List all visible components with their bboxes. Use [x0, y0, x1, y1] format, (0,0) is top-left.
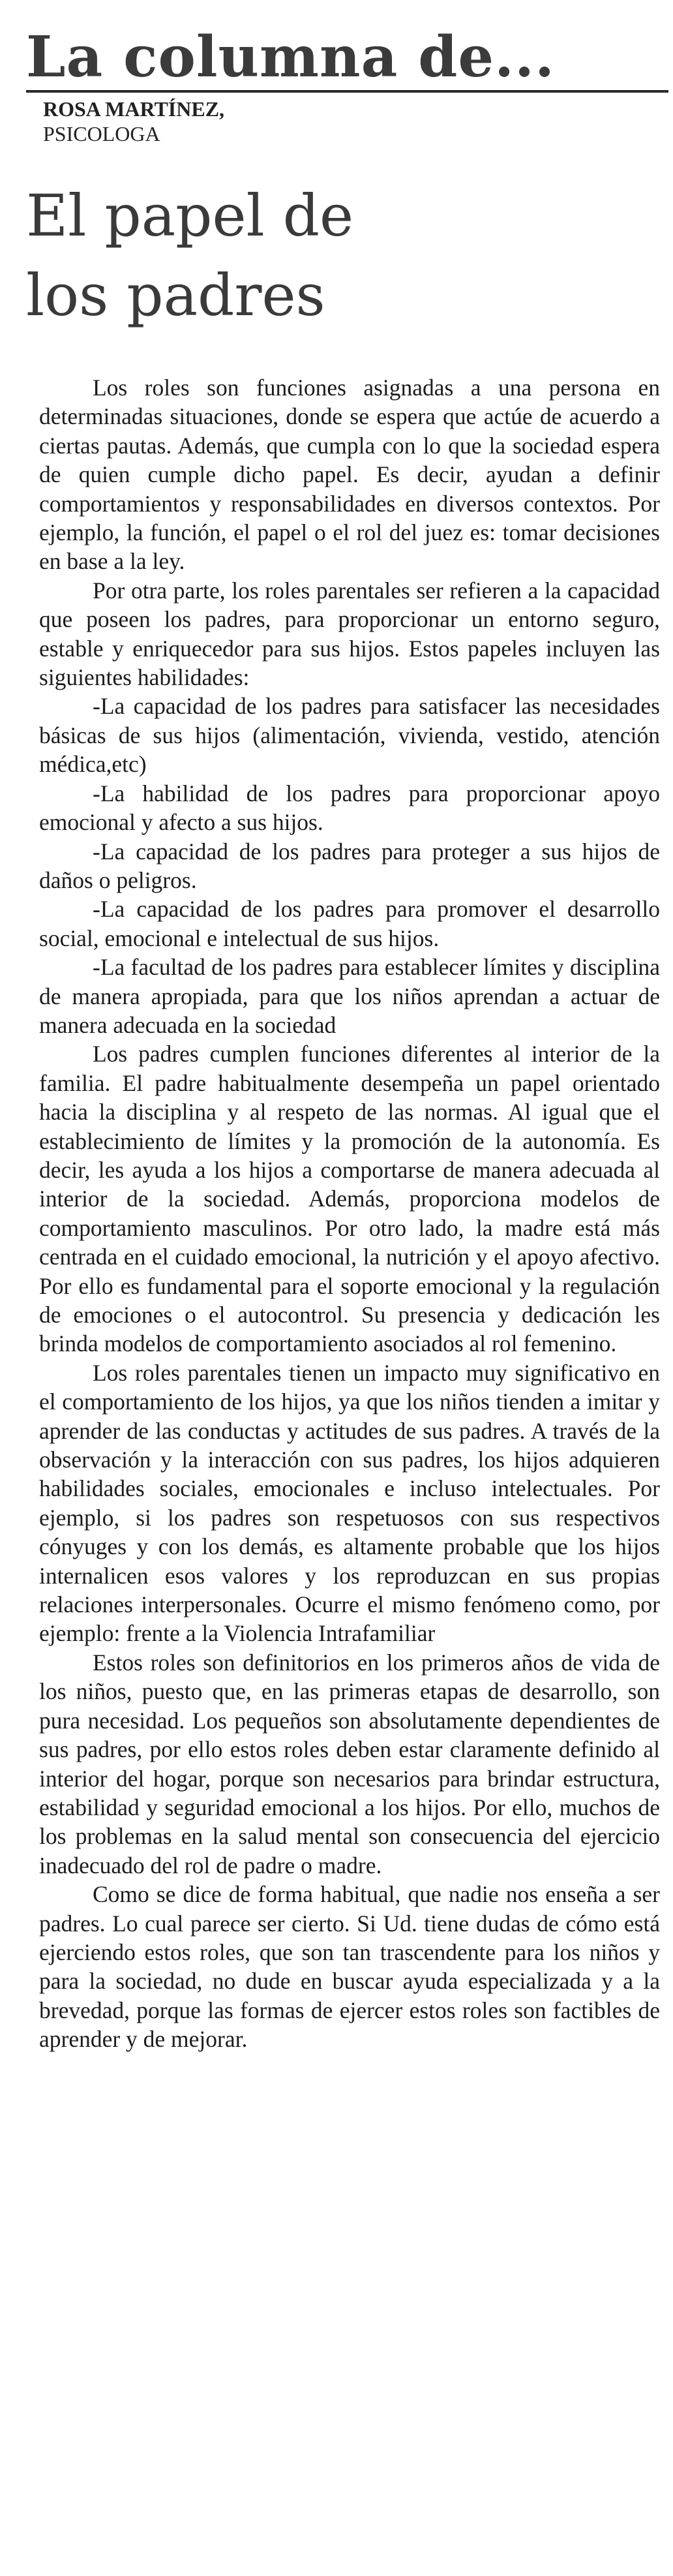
author-name: ROSA MARTÍNEZ, — [43, 97, 225, 121]
article-paragraph-conclusion: Como se dice de forma habitual, que nadie nos enseña a ser padres. Lo cual parece ser cierto. Si Ud. tiene dudas de cómo está ejerciendo estos roles, que son tan trascendente para los niños y para la sociedad, no dude en buscar ayuda especializada y a la brevedad, porque las formas de ejercer estos roles son factibles de aprender y de mejorar. — [39, 1881, 660, 2053]
article-body — [39, 373, 660, 2054]
author-role: PSICOLOGA — [43, 122, 160, 146]
list-item-basic-needs: -La capacidad de los padres para satisfacer las necesidades básicas de sus hijos (alimentación, vivienda, vestido, atención médica,etc) — [39, 693, 660, 778]
column-title: La columna de... — [26, 24, 555, 90]
article-paragraph-intro: Los roles son funciones asignadas a una persona en determinadas situaciones, donde se espera que actúe de acuerdo a ciertas pautas. Además, que cumpla con lo que la sociedad espera de quien cumple dicho papel. Es decir, ayudan a definir comportamientos y responsabilidades en diversos contextos. Por ejemplo, la función, el papel o el rol del juez es: tomar decisiones en base a la ley. — [39, 375, 660, 575]
title-rule — [26, 90, 668, 93]
list-item-development: -La capacidad de los padres para promover el desarrollo social, emocional e intelectual de sus hijos. — [39, 896, 660, 951]
column-header — [26, 26, 668, 146]
article-paragraph-impact: Los roles parentales tienen un impacto muy significativo en el comportamiento de los hijos, ya que los niños tienden a imitar y aprender de las conductas y actitudes de sus padres. A través de la observación y la interacción con sus padres, los hijos adquieren habilidades sociales, emocionales e incluso intelectuales. Por ejemplo, si los padres son respetuosos con sus respectivos cónyuges y con los demás, es altamente probable que los hijos internalicen esos valores y los reproduzcan en sus propias relaciones interpersonales. Ocurre el mismo fenómeno como, por ejemplo: frente a la Violencia Intrafamiliar — [39, 1359, 660, 1647]
article-paragraph-early-years: Estos roles son definitorios en los primeros años de vida de los niños, puesto que, en las primeras etapas de desarrollo, son pura necesidad. Los pequeños son absolutamente dependientes de sus padres, por ello estos roles deben estar claramente definido al interior del hogar, porque son necesarios para brindar estructura, estabilidad y seguridad emocional a los hijos. Por ello, muchos de los problemas en la salud mental son consecuencia del ejercicio inadecuado del rol de padre o madre. — [39, 1649, 660, 1878]
list-item-protection: -La capacidad de los padres para proteger a sus hijos de daños o peligros. — [39, 838, 660, 893]
author-block — [43, 97, 668, 146]
article-paragraph-family-functions: Los padres cumplen funciones diferentes al interior de la familia. El padre habitualmente desempeña un papel orientado hacia la disciplina y al respeto de las normas. Al igual que el establecimiento de límites y la promoción de la autonomía. Es decir, les ayuda a los hijos a comportarse de manera adecuada al interior de la sociedad. Además, proporciona modelos de comportamiento masculinos. Por otro lado, la madre está más centrada en el cuidado emocional, la nutrición y el apoyo afectivo. Por ello es fundamental para el soporte emocional y la regulación de emociones o el autocontrol. Su presencia y dedicación les brinda modelos de comportamiento asociados al rol femenino. — [39, 1041, 660, 1357]
list-item-discipline: -La facultad de los padres para establecer límites y disciplina de manera apropiada, para que los niños aprendan a actuar de manera adecuada en la sociedad — [39, 954, 660, 1038]
list-item-emotional-support: -La habilidad de los padres para proporcionar apoyo emocional y afecto a sus hijos. — [39, 780, 660, 836]
article-title-line-2: los padres — [26, 262, 325, 329]
article-paragraph-parental-roles: Por otra parte, los roles parentales ser refieren a la capacidad que poseen los padres, para proporcionar un entorno seguro, estable y enriquecedor para sus hijos. Estos papeles incluyen las siguientes habilidades: — [39, 577, 660, 691]
article-title — [26, 176, 665, 335]
article-title-line-1: El papel de — [26, 182, 354, 249]
